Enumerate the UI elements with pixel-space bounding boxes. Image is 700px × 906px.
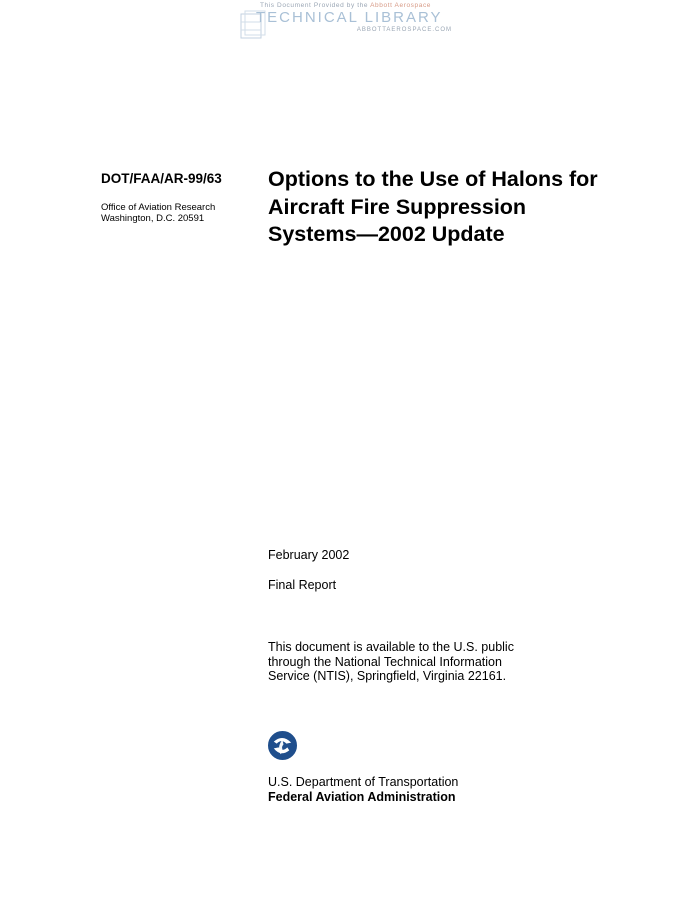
report-type: Final Report xyxy=(268,578,337,592)
availability-line: through the National Technical Information xyxy=(268,654,502,669)
watermark-provider: Abbott Aerospace xyxy=(370,2,432,9)
report-title xyxy=(268,166,668,249)
technical-library-watermark xyxy=(236,2,456,44)
availability-line: This document is available to the U.S. public xyxy=(268,640,514,654)
watermark-site: ABBOTTAEROSPACE.COM xyxy=(356,27,452,33)
availability-line: Service (NTIS), Springfield, Virginia 22161. xyxy=(268,669,507,683)
report-number: DOT/FAA/AR-99/63 xyxy=(101,171,222,186)
dot-triskelion-logo-icon xyxy=(268,731,297,760)
watermark-provided-by xyxy=(238,2,453,9)
title-line: Options to the Use of Halons for xyxy=(268,167,598,191)
title-line: Aircraft Fire Suppression xyxy=(268,194,527,219)
office-block xyxy=(101,202,215,224)
watermark-provided-by-text: This Document Provided by the xyxy=(259,2,369,9)
watermark-library: TECHNICAL LIBRARY xyxy=(256,9,443,26)
office-location: Washington, D.C. 20591 xyxy=(101,213,205,224)
agency-name: Federal Aviation Administration xyxy=(268,789,456,804)
title-line: Systems—2002 Update xyxy=(268,222,505,246)
availability-statement xyxy=(268,640,514,684)
report-date: February 2002 xyxy=(268,548,350,562)
office-name: Office of Aviation Research xyxy=(101,202,216,213)
department-block xyxy=(268,775,458,804)
department-name: U.S. Department of Transportation xyxy=(268,775,459,789)
